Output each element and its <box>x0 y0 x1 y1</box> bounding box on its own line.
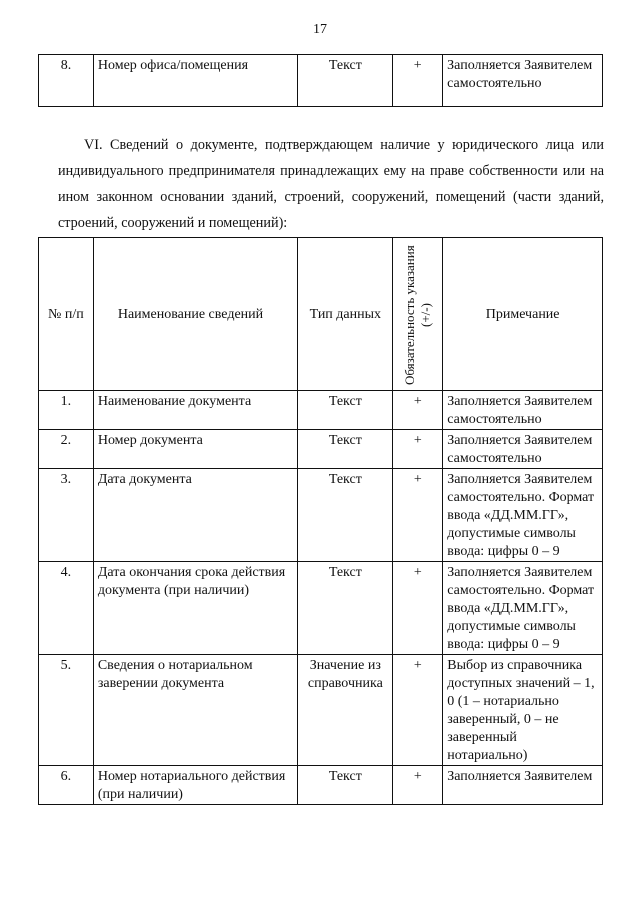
row-type: Текст <box>298 562 393 655</box>
header-required <box>393 238 443 391</box>
row-type: Текст <box>298 766 393 805</box>
row-note: Выбор из справочника доступных значений – 1, 0 (1 – нотариально заверенный, 0 – не заверенный нотариально) <box>443 655 603 766</box>
row-note: Заполняется Заявителем самостоятельно <box>443 391 603 430</box>
row-type: Текст <box>298 391 393 430</box>
document-info-table <box>38 237 603 805</box>
table-row <box>39 391 603 430</box>
header-num: № п/п <box>39 238 94 391</box>
row-number: 5. <box>39 655 94 766</box>
row-number: 8. <box>39 55 94 107</box>
row-type: Текст <box>298 469 393 562</box>
header-note: Примечание <box>443 238 603 391</box>
row-name: Номер офиса/помещения <box>93 55 298 107</box>
row-required: + <box>393 55 443 107</box>
row-name: Номер нотариального действия (при наличии) <box>93 766 298 805</box>
row-name: Дата документа <box>93 469 298 562</box>
row-number: 3. <box>39 469 94 562</box>
row-note: Заполняется Заявителем самостоятельно <box>443 55 603 107</box>
table-row <box>39 55 603 107</box>
row-required: + <box>393 655 443 766</box>
row-type: Текст <box>298 430 393 469</box>
table-row <box>39 766 603 805</box>
row-required: + <box>393 430 443 469</box>
section-heading: VI. Сведений о документе, подтверждающем наличие у юридического лица или индивидуального предпринимателя принадлежащих ему на праве собственности или на ином законном основании зданий, строений, сооружений, помещений (части зданий, строений, сооружений и помещений): <box>58 137 604 231</box>
header-name: Наименование сведений <box>93 238 298 391</box>
row-number: 1. <box>39 391 94 430</box>
table-row <box>39 469 603 562</box>
row-note: Заполняется Заявителем самостоятельно. Формат ввода «ДД.ММ.ГГ», допустимые символы ввода: цифры 0 – 9 <box>443 469 603 562</box>
continued-table <box>38 54 603 107</box>
row-note: Заполняется Заявителем <box>443 766 603 805</box>
row-required: + <box>393 391 443 430</box>
table-header-row <box>39 238 603 391</box>
row-name: Сведения о нотариальном заверении документа <box>93 655 298 766</box>
header-required-label: Обязательность указания (+/-) <box>401 245 433 385</box>
row-note: Заполняется Заявителем самостоятельно. Формат ввода «ДД.ММ.ГГ», допустимые символы ввода: цифры 0 – 9 <box>443 562 603 655</box>
row-required: + <box>393 469 443 562</box>
row-required: + <box>393 562 443 655</box>
table-row <box>39 655 603 766</box>
row-type: Значение из справочника <box>298 655 393 766</box>
row-note: Заполняется Заявителем самостоятельно <box>443 430 603 469</box>
row-type: Текст <box>298 55 393 107</box>
row-number: 4. <box>39 562 94 655</box>
page-number: 17 <box>313 22 327 37</box>
row-name: Дата окончания срока действия документа (при наличии) <box>93 562 298 655</box>
header-type: Тип данных <box>298 238 393 391</box>
table-row <box>39 430 603 469</box>
row-required: + <box>393 766 443 805</box>
row-name: Номер документа <box>93 430 298 469</box>
table-row <box>39 562 603 655</box>
row-number: 2. <box>39 430 94 469</box>
row-number: 6. <box>39 766 94 805</box>
row-name: Наименование документа <box>93 391 298 430</box>
